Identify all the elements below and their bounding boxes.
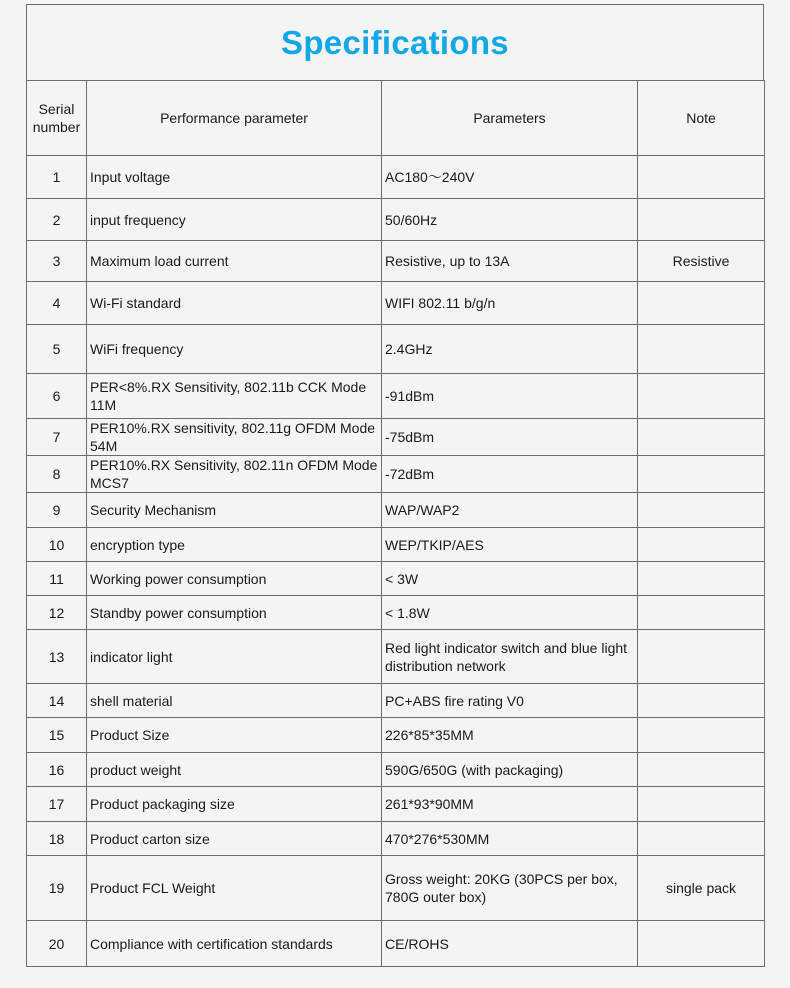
- note-cell: [638, 787, 765, 822]
- parameter-cell: shell material: [87, 684, 382, 718]
- table-row: [27, 282, 765, 325]
- value-cell: Gross weight: 20KG (30PCS per box, 780G outer box): [382, 856, 638, 921]
- value-cell: AC180～240V: [382, 156, 638, 199]
- serial-cell: 18: [27, 822, 87, 856]
- value-cell: -91dBm: [382, 374, 638, 419]
- serial-cell: 6: [27, 374, 87, 419]
- parameter-cell: Product packaging size: [87, 787, 382, 822]
- table-row: [27, 528, 765, 562]
- parameter-cell: input frequency: [87, 199, 382, 241]
- serial-cell: 13: [27, 630, 87, 684]
- table-row: [27, 199, 765, 241]
- value-cell: Red light indicator switch and blue light distribution network: [382, 630, 638, 684]
- note-cell: [638, 921, 765, 967]
- table-row: [27, 456, 765, 493]
- parameter-cell: product weight: [87, 753, 382, 787]
- serial-cell: 20: [27, 921, 87, 967]
- note-cell: [638, 156, 765, 199]
- spec-rows: [27, 156, 765, 967]
- serial-cell: 4: [27, 282, 87, 325]
- serial-cell: 5: [27, 325, 87, 374]
- table-row: [27, 718, 765, 753]
- header-value: Parameters: [382, 81, 638, 156]
- serial-cell: 17: [27, 787, 87, 822]
- value-cell: WEP/TKIP/AES: [382, 528, 638, 562]
- parameter-cell: Maximum load current: [87, 241, 382, 282]
- parameter-cell: Product carton size: [87, 822, 382, 856]
- table-row: [27, 374, 765, 419]
- note-cell: [638, 282, 765, 325]
- table-row: [27, 921, 765, 967]
- note-cell: [638, 596, 765, 630]
- value-cell: PC+ABS fire rating V0: [382, 684, 638, 718]
- value-cell: 50/60Hz: [382, 199, 638, 241]
- table-row: [27, 753, 765, 787]
- table-row: [27, 419, 765, 456]
- value-cell: WIFI 802.11 b/g/n: [382, 282, 638, 325]
- note-cell: [638, 199, 765, 241]
- header-note: Note: [638, 81, 765, 156]
- parameter-cell: Standby power consumption: [87, 596, 382, 630]
- table-row: [27, 156, 765, 199]
- note-cell: [638, 528, 765, 562]
- table-row: [27, 241, 765, 282]
- parameter-cell: Product FCL Weight: [87, 856, 382, 921]
- note-cell: [638, 374, 765, 419]
- table-row: [27, 822, 765, 856]
- table-row: [27, 684, 765, 718]
- header-serial: Serial number: [27, 81, 87, 156]
- serial-cell: 16: [27, 753, 87, 787]
- note-cell: [638, 684, 765, 718]
- serial-cell: 10: [27, 528, 87, 562]
- note-cell: [638, 493, 765, 528]
- value-cell: CE/ROHS: [382, 921, 638, 967]
- note-cell: [638, 630, 765, 684]
- serial-cell: 9: [27, 493, 87, 528]
- title-box: [26, 4, 764, 80]
- value-cell: Resistive, up to 13A: [382, 241, 638, 282]
- table-row: [27, 856, 765, 921]
- page-title: Specifications: [281, 23, 509, 61]
- serial-cell: 11: [27, 562, 87, 596]
- value-cell: 226*85*35MM: [382, 718, 638, 753]
- note-cell: [638, 562, 765, 596]
- parameter-cell: PER<8%.RX Sensitivity, 802.11b CCK Mode 11M: [87, 374, 382, 419]
- table-row: [27, 562, 765, 596]
- value-cell: WAP/WAP2: [382, 493, 638, 528]
- value-cell: -75dBm: [382, 419, 638, 456]
- serial-cell: 12: [27, 596, 87, 630]
- header-parameter: Performance parameter: [87, 81, 382, 156]
- parameter-cell: Working power consumption: [87, 562, 382, 596]
- parameter-cell: WiFi frequency: [87, 325, 382, 374]
- table-row: [27, 787, 765, 822]
- value-cell: 470*276*530MM: [382, 822, 638, 856]
- serial-cell: 2: [27, 199, 87, 241]
- parameter-cell: Compliance with certification standards: [87, 921, 382, 967]
- parameter-cell: encryption type: [87, 528, 382, 562]
- value-cell: < 1.8W: [382, 596, 638, 630]
- parameter-cell: PER10%.RX sensitivity, 802.11g OFDM Mode 54M: [87, 419, 382, 456]
- table-row: [27, 493, 765, 528]
- note-cell: [638, 753, 765, 787]
- spec-sheet: [26, 4, 764, 967]
- serial-cell: 8: [27, 456, 87, 493]
- note-cell: [638, 456, 765, 493]
- spec-table: [26, 80, 765, 967]
- value-cell: 590G/650G (with packaging): [382, 753, 638, 787]
- value-cell: 261*93*90MM: [382, 787, 638, 822]
- serial-cell: 15: [27, 718, 87, 753]
- note-cell: [638, 822, 765, 856]
- table-row: [27, 630, 765, 684]
- parameter-cell: Product Size: [87, 718, 382, 753]
- note-cell: single pack: [638, 856, 765, 921]
- serial-cell: 19: [27, 856, 87, 921]
- parameter-cell: Wi-Fi standard: [87, 282, 382, 325]
- note-cell: [638, 718, 765, 753]
- table-row: [27, 596, 765, 630]
- serial-cell: 3: [27, 241, 87, 282]
- table-row: [27, 325, 765, 374]
- value-cell: 2.4GHz: [382, 325, 638, 374]
- value-cell: -72dBm: [382, 456, 638, 493]
- parameter-cell: indicator light: [87, 630, 382, 684]
- value-cell: < 3W: [382, 562, 638, 596]
- note-cell: [638, 419, 765, 456]
- serial-cell: 1: [27, 156, 87, 199]
- serial-cell: 7: [27, 419, 87, 456]
- serial-cell: 14: [27, 684, 87, 718]
- parameter-cell: PER10%.RX Sensitivity, 802.11n OFDM Mode MCS7: [87, 456, 382, 493]
- parameter-cell: Security Mechanism: [87, 493, 382, 528]
- note-cell: [638, 325, 765, 374]
- parameter-cell: Input voltage: [87, 156, 382, 199]
- note-cell: Resistive: [638, 241, 765, 282]
- header-row: [27, 81, 765, 156]
